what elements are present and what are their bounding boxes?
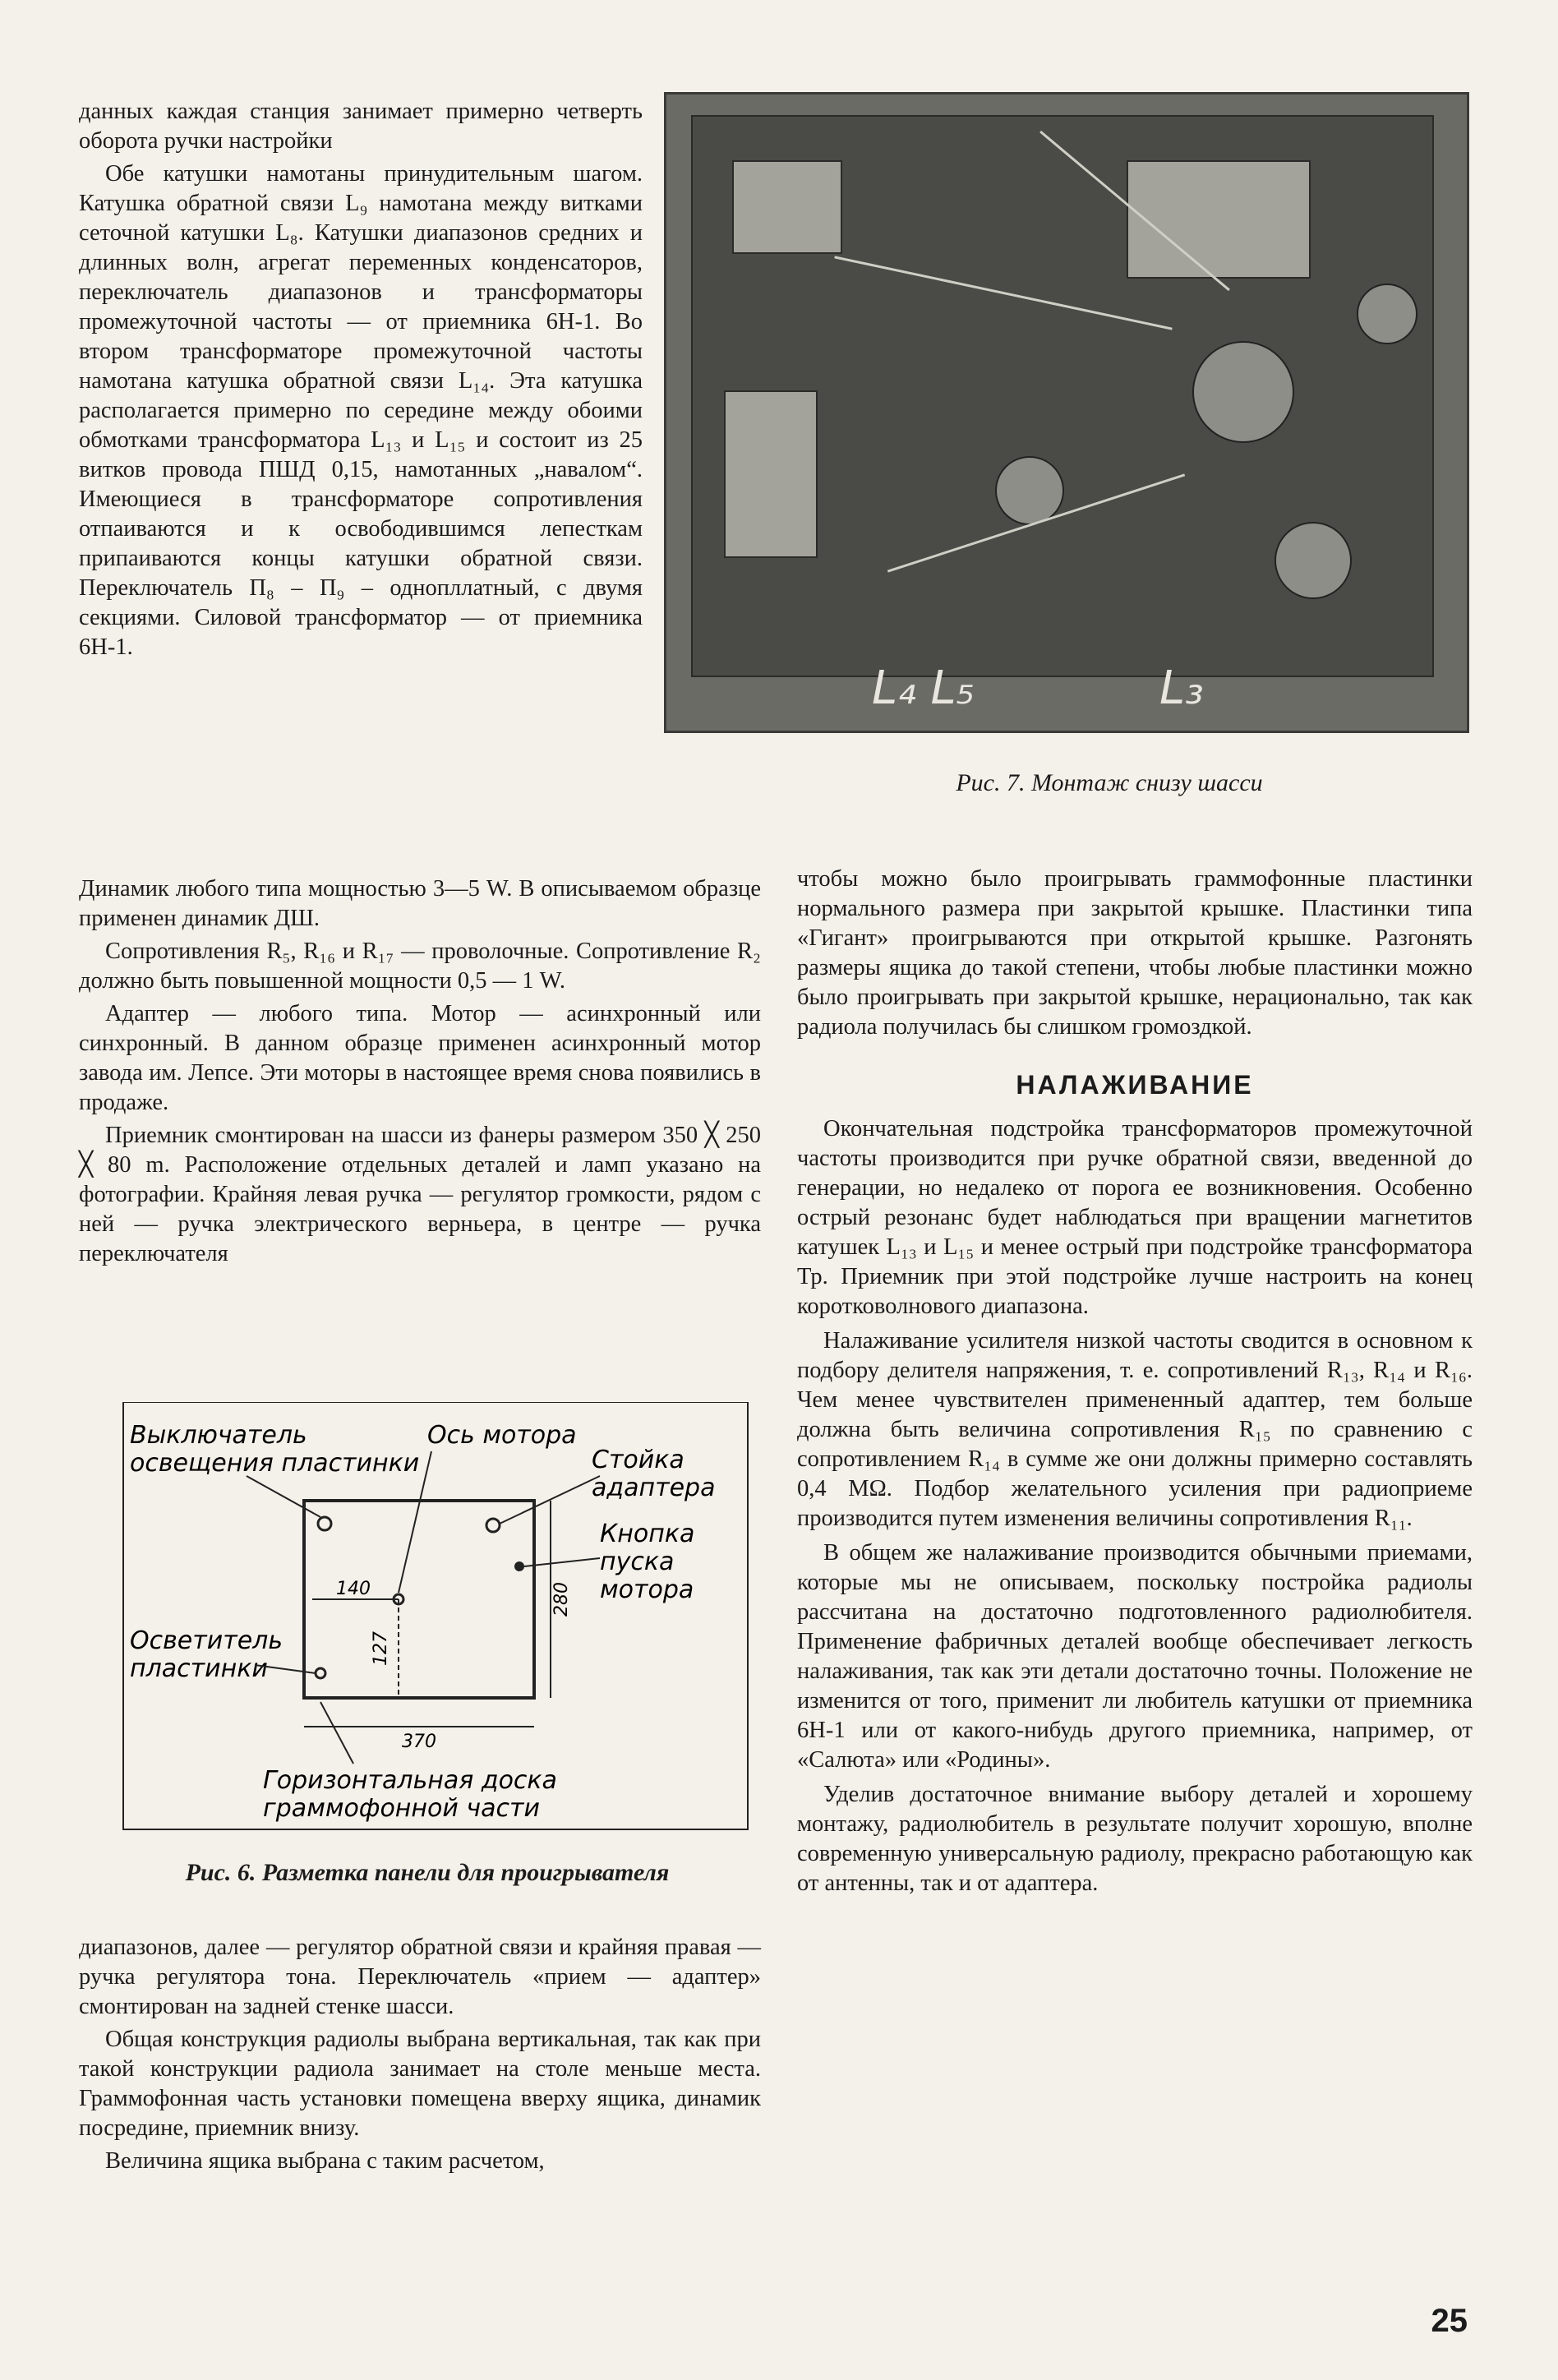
label-button: Кнопка	[600, 1520, 695, 1548]
page-number: 25	[1431, 2303, 1468, 2339]
panel-layout-diagram	[115, 1402, 756, 1846]
label-stand: Стойка	[592, 1446, 685, 1474]
switch-hole	[318, 1517, 331, 1530]
label-button: пуска	[600, 1547, 675, 1576]
text-column-bottom-left	[79, 1933, 761, 2179]
figure-caption: Рис. 6. Разметка панели для проигрывателя	[185, 1859, 670, 1886]
label-switch: освещения пластинки	[130, 1449, 420, 1478]
diagram-svg	[115, 1402, 756, 1846]
label-button: мотора	[600, 1575, 694, 1604]
label-stand: адаптера	[592, 1474, 716, 1502]
section-title: НАЛАЖИВАНИЕ	[1016, 1070, 1254, 1100]
label-switch: Выключатель	[130, 1421, 307, 1450]
paragraph: Уделив достаточное внимание выбору деталей и хорошему монтажу, радиолюбитель в результате получит хорошую, вполне современную универсальную радиолу, прекрасно работающую как от антенны, так и от адаптера.	[797, 1782, 1473, 1896]
coil	[1357, 284, 1417, 344]
figure-caption: Рис. 7. Монтаж снизу шасси	[956, 769, 1263, 796]
variable-capacitor	[1127, 160, 1311, 279]
chassis-photo	[664, 92, 1469, 733]
label-motor-axis: Ось мотора	[427, 1421, 577, 1450]
paragraph: Окончательная подстройка трансформаторов промежуточной частоты производится при ручке обратной связи, введенной до генерации, но недалеко от порога ее возникновения. Особенно острый резонанс будет наблюдаться при вращении магнетитов катушек L₁₃ и L₁₅ и менее острый при подстройке трансформатора Тр. Приемник при этой подстройке лучше настроить на конец коротковолнового диапазона.	[797, 1116, 1473, 1319]
coil	[1192, 341, 1294, 443]
label-board: граммофонной части	[263, 1794, 541, 1823]
text-column-right-bottom	[797, 1114, 1473, 1903]
paragraph: Налаживание усилителя низкой частоты сводится в основном к подбору делителя напряжения, т. е. сопротивлений R₁₃, R₁₄ и R₁₆. Чем менее чувствителен примененный адаптер, тем больше должна быть величина сопротивления R₁₅ по сравнению с сопротивлением R₁₄ в сумме же они должны примерно составлять 0,4 MΩ. Подбор желательного усиления при радиоприеме производится путем изменения величины сопротивления R₁₁.	[797, 1328, 1473, 1531]
dim-140: 140	[336, 1579, 371, 1599]
dim-127: 127	[371, 1631, 391, 1666]
button-hole	[514, 1561, 524, 1571]
photo-mark: L₃	[1159, 662, 1204, 715]
paragraph: В общем же налаживание производится обычными приемами, которые мы не описываем, поскольку постройка радиолы рассчитана на достаточно подготовленного радиолюбителя. Применение фабричных деталей вообще обеспечивает легкость налаживания, так как эти детали достаточно точны. Положение не изменится от того, применит ли любитель катушки от приемника 6Н-1 или от какого-нибудь другого приемника, например, от «Салюта» или «Родины».	[797, 1540, 1473, 1773]
paragraph: Обе катушки намотаны принудительным шагом. Катушка обратной связи L₉ намотана между витками сеточной катушки L₈. Катушки диапазонов средних и длинных волн, агрегат переменных конденсаторов, переключатель диапазонов и трансформаторы промежуточной частоты — от приемника 6Н-1. Во втором трансформаторе промежуточной частоты намотана катушка обратной связи L₁₄. Эта катушка располагается примерно по середине между обоими обмотками трансформатора L₁₃ и L₁₅ и состоит из 25 витков провода ПШД 0,15, намотанных „навалом“. Имеющиеся в трансформаторе сопротивления отпаиваются и к освободившимся лепесткам припаиваются концы катушки обратной связи. Переключатель П₈ – П₉ – однопллатный, с двумя секциями. Силовой трансформатор — от приемника 6Н-1.	[79, 161, 643, 660]
coil	[995, 456, 1064, 525]
paragraph: Общая конструкция радиолы выбрана вертикальная, так как при такой конструкции радиола занимает на столе меньше места. Граммофонная часть установки помещена вверху ящика, динамик посредине, приемник внизу.	[79, 2027, 761, 2141]
paragraph: диапазонов, далее — регулятор обратной связи и крайняя правая — ручка регулятора тона. Переключатель «прием — адаптер» смонтирован на задней стенке шасси.	[79, 1935, 761, 2019]
leader-line	[320, 1702, 353, 1764]
dim-280: 280	[551, 1582, 572, 1617]
coil	[1275, 522, 1352, 599]
paragraph: Величина ящика выбрана с таким расчетом,	[105, 2148, 545, 2174]
text-column-right-top	[797, 865, 1473, 1045]
text-column-mid-left	[79, 874, 761, 1272]
photo-mark: L₄ L₅	[872, 662, 975, 715]
transformer-block	[732, 160, 842, 254]
leader-line	[247, 1476, 320, 1517]
paragraph: данных каждая станция занимает примерно четверть оборота ручки настройки	[79, 99, 643, 154]
paragraph: Адаптер — любого типа. Мотор — асинхронный или синхронный. В данном образце применен асинхронный мотор завода им. Лепсе. Эти моторы в настоящее время снова появились в продаже.	[79, 1001, 761, 1115]
label-board: Горизонтальная доска	[263, 1766, 557, 1795]
label-lamp: Осветитель	[130, 1626, 283, 1655]
capacitor-block	[724, 390, 818, 558]
paragraph: Динамик любого типа мощностью 3—5 W. В описываемом образце применен динамик ДШ.	[79, 876, 761, 931]
stand-hole	[486, 1519, 500, 1532]
paragraph: Сопротивления R₅, R₁₆ и R₁₇ — проволочные. Сопротивление R₂ должно быть повышенной мощности 0,5 — 1 W.	[79, 939, 761, 994]
dim-370: 370	[402, 1732, 436, 1752]
label-lamp: пластинки	[130, 1654, 268, 1683]
text-column-top-left	[79, 97, 643, 666]
paragraph: чтобы можно было проигрывать граммофонные пластинки нормального размера при закрытой крышке. Пластинки типа «Гигант» проигрываются при открытой крышке. Разгонять размеры ящика до такой степени, чтобы любые пластинки можно было проигрывать при закрытой крышке, нерационально, так как радиола получилась бы слишком громоздкой.	[797, 866, 1473, 1040]
lamp-hole	[316, 1668, 325, 1678]
paragraph: Приемник смонтирован на шасси из фанеры размером 350 ╳ 250 ╳ 80 m. Расположение отдельных деталей и ламп указано на фотографии. Крайняя левая ручка — регулятор громкости, рядом с ней — ручка электрического верньера, в центре — ручка переключателя	[79, 1123, 761, 1266]
